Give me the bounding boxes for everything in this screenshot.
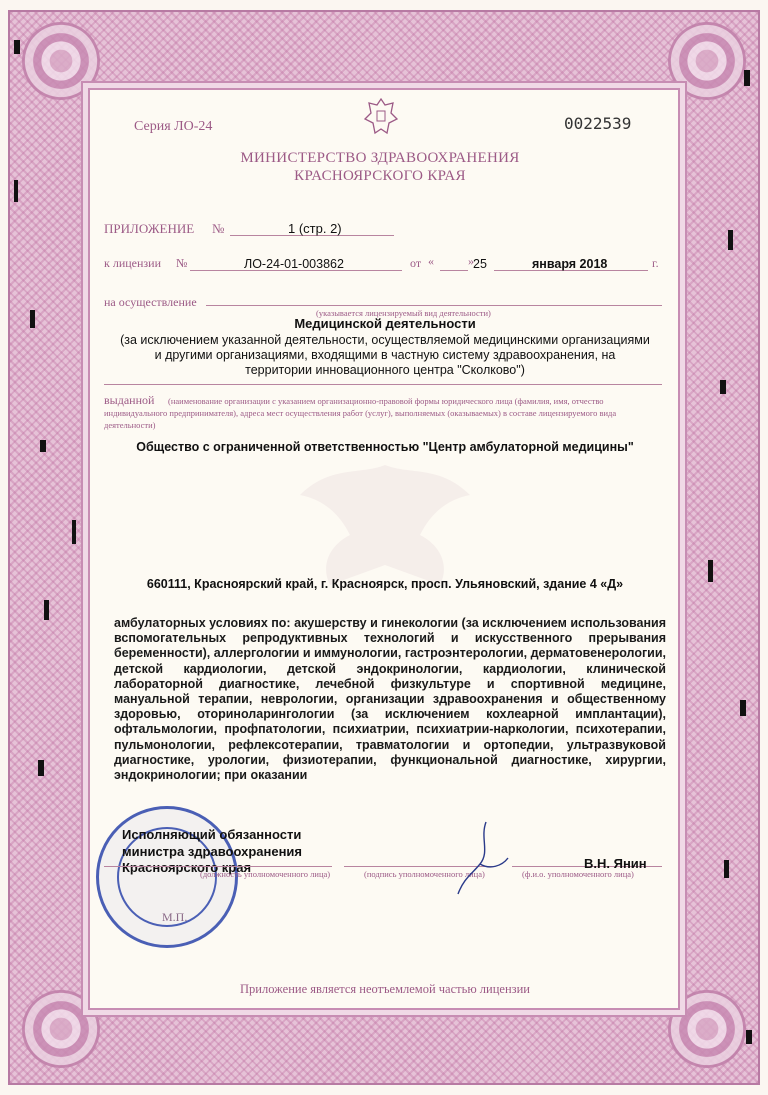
- seal-place-mark: М.П.: [162, 910, 188, 924]
- eagle-watermark-icon: [270, 455, 500, 595]
- appendix-num-sign: №: [212, 221, 225, 236]
- signer-position-line3: Красноярского края: [122, 860, 252, 875]
- activity-desc-3: территории инновационного центра "Сколково"): [245, 363, 525, 377]
- organization-name: Общество с ограниченной ответственностью "Центр амбулаторной медицины": [136, 440, 634, 454]
- activity-desc-2: и другими организациями, входящими в частную систему здравоохранения, на: [154, 348, 616, 362]
- handwritten-signature-icon: [450, 818, 510, 898]
- issued-note-1: (наименование организации с указанием организационно-правовой формы юридического лица (фамилия, имя, отчество: [168, 396, 604, 406]
- license-from-label: от: [410, 256, 422, 270]
- footer-note: Приложение является неотъемлемой частью лицензии: [240, 982, 530, 996]
- name-note: (ф.и.о. уполномоченного лица): [522, 869, 634, 879]
- role-note: (должность уполномоченного лица): [200, 869, 331, 879]
- signer-position-line2: министра здравоохранения: [122, 844, 303, 859]
- license-label: к лицензии: [104, 256, 161, 270]
- issued-note-3: деятельности): [104, 420, 156, 430]
- issued-label: выданной: [104, 393, 155, 407]
- issued-note-2: индивидуального предпринимателя), адреса мест осуществления работ (услуг), выполняемых (оказываемых) в составе лицензируемого вида: [104, 408, 617, 418]
- address: 660111, Красноярский край, г. Красноярск, просп. Ульяновский, здание 4 «Д»: [146, 577, 624, 591]
- ministry-title-line1: МИНИСТЕРСТВО ЗДРАВООХРАНЕНИЯ: [240, 150, 520, 166]
- coat-of-arms-icon: [363, 97, 399, 137]
- series-label: Серия ЛО-24: [134, 119, 213, 134]
- appendix-label: ПРИЛОЖЕНИЕ: [104, 221, 195, 236]
- appendix-number: 1 (стр. 2): [288, 221, 342, 236]
- activity-note: (указывается лицензируемый вид деятельности): [316, 308, 491, 318]
- medical-scope-text: амбулаторных условиях по: акушерству и гинекологии (за исключением использования вспомогательных репродуктивных технологий и искусственного прерывания беременности), аллергологии и иммунологии, гастроэнтерологии, дерматовенерологии, детской кардиологии, детской эндокринологии, кардиологии, клинической лабораторной диагностике, лечебной физкультуре и спортивной медицине, мануальной терапии, неврологии, организации здравоохранения и общественному здоровью, оториноларингологии (за исключением кохлеарной имплантации), офтальмологии, профпатологии, психиатрии, психиатрии-наркологии, психотерапии, пульмонологии, рефлексотерапии, травматологии и ортопедии, ультразвуковой диагностике, урологии, физиотерапии, функциональной диагностике, хирургии, эндокринологии; при оказании: [114, 616, 666, 783]
- activity-title: Медицинской деятельности: [294, 316, 476, 331]
- activity-desc-1: (за исключением указанной деятельности, осуществляемой медицинскими организациями: [120, 333, 650, 347]
- license-number: ЛО-24-01-003862: [244, 257, 344, 271]
- form-number: 0022539: [564, 114, 632, 133]
- signer-name: В.Н. Янин: [584, 856, 647, 871]
- license-day: 25: [473, 257, 487, 271]
- license-month-year: января 2018: [532, 257, 608, 271]
- license-num-sign: №: [176, 256, 188, 270]
- ministry-title-line2: КРАСНОЯРСКОГО КРАЯ: [294, 168, 466, 184]
- activity-label: на осуществление: [104, 295, 197, 309]
- sign-note: (подпись уполномоченного лица): [364, 869, 485, 879]
- signer-position-line1: Исполняющий обязанности: [122, 827, 302, 842]
- license-appendix-page: Серия ЛО-24 0022539 МИНИСТЕРСТВО ЗДРАВООХРАНЕНИЯ КРАСНОЯРСКОГО КРАЯ ПРИЛОЖЕНИЕ № 1 (стр. 2) к лицензии № ЛО-24-01-003862 от « » 25 января 2018 г. на осуществление (указывается лицензируемый вид деятельности) Медицинской деятельности (за исключением указанной деятельности, осуществляемой медицинскими организациями и другими организациями, входящими в частную систему здравоохранения, на территории инновационного центра "Сколково") выданной (наименование организации с указанием организационно-правовой формы юридического лица (фамилия, имя, отчество индивидуального предпринимателя), адреса мест осуществления работ (услуг), выполняемых (оказываемых) в составе лицензируемого вида деятельности) Общество с ограниченной ответственностью "Центр амбулаторной медицины" 660111, Красноярский край, г. Красноярск, просп. Ульяновский, здание 4 «Д» амбулаторных условиях по: акушерству и гинекологии (за исключением использования вспомогательных репродуктивных технологий и искусственного прерывания беременности), аллергологии и иммунологии, гастроэнтерологии, дерматовенерологии, детской кардиологии, детской эндокринологии, кардиологии, клинической лабораторной диагностике, лечебной физкультуре и спортивной медицине, мануальной терапии, неврологии, организации здравоохранения и общественному здоровью, оториноларингологии (за исключением кохлеарной имплантации), офтальмологии, профпатологии, психиатрии, психиатрии-наркологии, психотерапии, пульмонологии, рефлексотерапии, травматологии и ортопедии, ультразвуковой диагностике, урологии, физиотерапии, функциональной диагностике, хирургии, эндокринологии; при оказании Исполняющий обязанности министра здравоохранения Красноярского края (должность уполномоченного лица) (подпись уполномоченного лица) (ф.и.о. уполномоченного лица) В.Н. Янин М.П. Приложение является неотъемлемой частью лицензии: [0, 0, 768, 1095]
